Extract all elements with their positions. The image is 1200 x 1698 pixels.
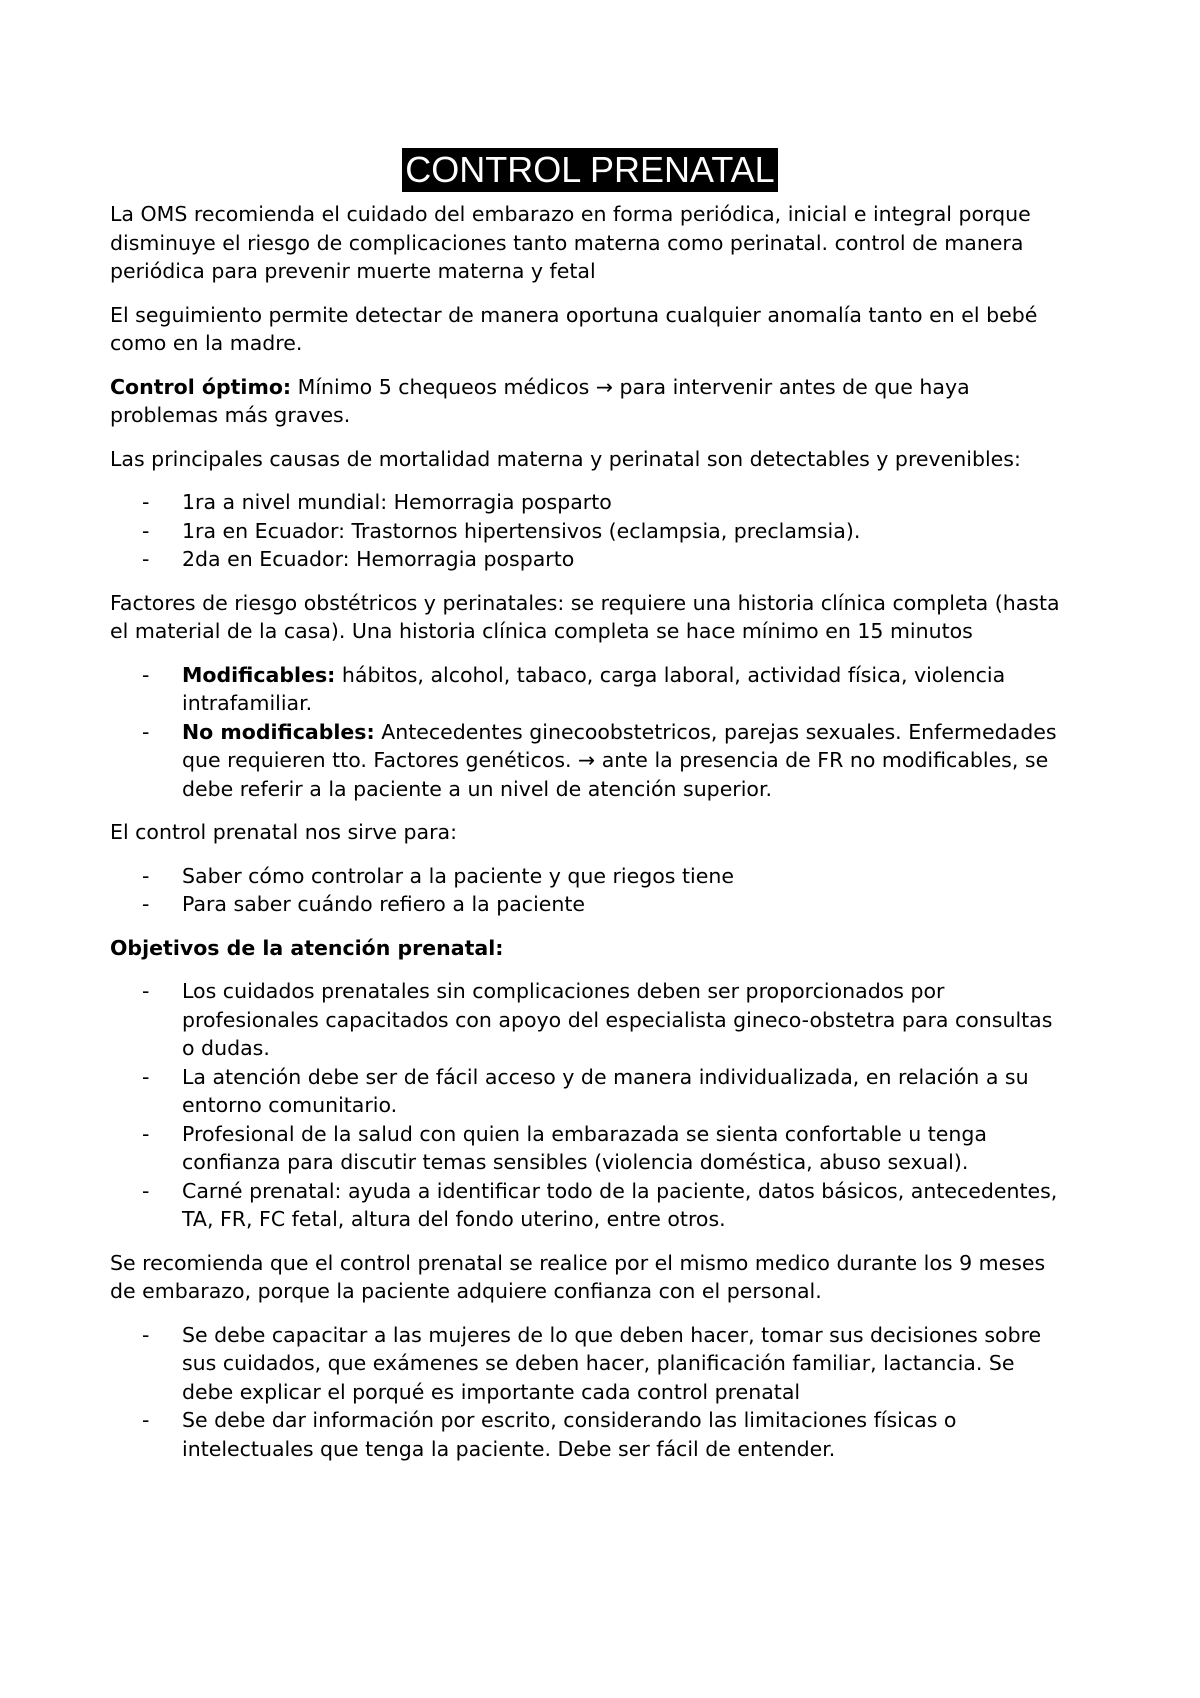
dash-bullet: -	[142, 719, 150, 744]
list-item-text: Los cuidados prenatales sin complicaciones deben ser proporcionados por profesionales capacitados con apoyo del especialista gineco-obstetra para consultas o dudas.	[182, 979, 1053, 1060]
list-item-text: La atención debe ser de fácil acceso y de manera individualizada, en relación a su entorno comunitario.	[182, 1064, 1029, 1117]
control-optimo-label: Control óptimo:	[110, 374, 292, 399]
dash-bullet: -	[142, 863, 150, 888]
modificables-label: Modificables:	[182, 662, 336, 687]
dash-bullet: -	[142, 547, 150, 571]
paragraph-sirve-para: El control prenatal nos sirve para:	[110, 820, 457, 844]
list-item	[110, 517, 1070, 546]
dash-bullet: -	[142, 892, 150, 916]
paragraph-causas: Las principales causas de mortalidad materna y perinatal son detectables y prevenibles:	[110, 446, 1021, 471]
modificables-text: hábitos, alcohol, tabaco, carga laboral, actividad física, violencia intrafamiliar.	[182, 662, 1006, 715]
objetivos-heading-text: Objetivos de la atención prenatal:	[110, 935, 504, 960]
list-item	[110, 1406, 1070, 1463]
list-capacitar	[110, 1321, 1070, 1464]
no-modificables-label: No modificables:	[182, 719, 375, 744]
dash-bullet: -	[142, 1408, 150, 1432]
paragraph-control-optimo	[110, 373, 1070, 430]
paragraph-oms: La OMS recomienda el cuidado del embarazo en forma periódica, inicial e integral porque disminuye el riesgo de complicaciones tanto materna como perinatal. control de manera periódica para prevenir muerte materna y fetal	[110, 202, 1031, 283]
title-wrap	[110, 148, 1070, 192]
list-item-text: Para saber cuándo refiero a la paciente	[182, 892, 586, 916]
dash-bullet: -	[142, 1322, 150, 1347]
list-item	[110, 1321, 1070, 1407]
page-title: CONTROL PRENATAL	[402, 148, 777, 192]
list-item	[110, 661, 1070, 718]
control-optimo-text: Mínimo 5 chequeos médicos → para intervenir antes de que haya problemas más graves.	[110, 374, 970, 427]
list-item-text: Se debe dar información por escrito, considerando las limitaciones físicas o intelectuales que tenga la paciente. Debe ser fácil de entender.	[182, 1408, 957, 1461]
list-item	[110, 718, 1070, 804]
no-modificables-text: Antecedentes ginecoobstetricos, parejas sexuales. Enfermedades que requieren tto. Factores genéticos. → ante la presencia de FR no modificables, se debe referir a la paciente a un nivel de atención superior.	[182, 719, 1057, 801]
dash-bullet: -	[142, 662, 150, 687]
list-item-text: 1ra a nivel mundial: Hemorragia posparto	[182, 490, 612, 514]
paragraph-recomienda: Se recomienda que el control prenatal se realice por el mismo medico durante los 9 meses de embarazo, porque la paciente adquiere confianza con el personal.	[110, 1250, 1046, 1303]
list-item-text: 1ra en Ecuador: Trastornos hipertensivos (eclampsia, preclamsia).	[182, 518, 861, 543]
list-item	[110, 862, 1070, 891]
list-item	[110, 1120, 1070, 1177]
list-item-text: Carné prenatal: ayuda a identificar todo de la paciente, datos básicos, antecedentes, TA, FR, FC fetal, altura del fondo uterino, entre otros.	[182, 1178, 1058, 1231]
list-item	[110, 1177, 1070, 1234]
dash-bullet: -	[142, 1178, 150, 1203]
list-item-text: Saber cómo controlar a la paciente y que riegos tiene	[182, 863, 734, 888]
list-item-text: 2da en Ecuador: Hemorragia posparto	[182, 547, 575, 571]
list-item	[110, 890, 1070, 919]
dash-bullet: -	[142, 1064, 150, 1089]
paragraph-factores: Factores de riesgo obstétricos y perinatales: se requiere una historia clínica completa (hasta el material de la casa). Una historia clínica completa se hace mínimo en 15 minutos	[110, 590, 1060, 643]
list-item	[110, 488, 1070, 517]
list-item	[110, 545, 1070, 574]
list-item	[110, 977, 1070, 1063]
paragraph-seguimiento: El seguimiento permite detectar de manera oportuna cualquier anomalía tanto en el bebé como en la madre.	[110, 302, 1038, 355]
list-item	[110, 1063, 1070, 1120]
document-page	[110, 148, 1070, 1478]
list-sirve-para	[110, 862, 1070, 919]
dash-bullet: -	[142, 979, 150, 1003]
list-item-text: Se debe capacitar a las mujeres de lo que deben hacer, tomar sus decisiones sobre sus cuidados, que exámenes se deben hacer, planificación familiar, lactancia. Se debe explicar el porqué es importante cada control prenatal	[182, 1322, 1042, 1404]
list-item-text: Profesional de la salud con quien la embarazada se sienta confortable u tenga confianza para discutir temas sensibles (violencia doméstica, abuso sexual).	[182, 1121, 987, 1174]
dash-bullet: -	[142, 518, 150, 543]
list-objetivos	[110, 977, 1070, 1234]
heading-objetivos	[110, 934, 1070, 963]
dash-bullet: -	[142, 1121, 150, 1146]
dash-bullet: -	[142, 490, 150, 514]
list-factores	[110, 661, 1070, 804]
list-causas	[110, 488, 1070, 574]
